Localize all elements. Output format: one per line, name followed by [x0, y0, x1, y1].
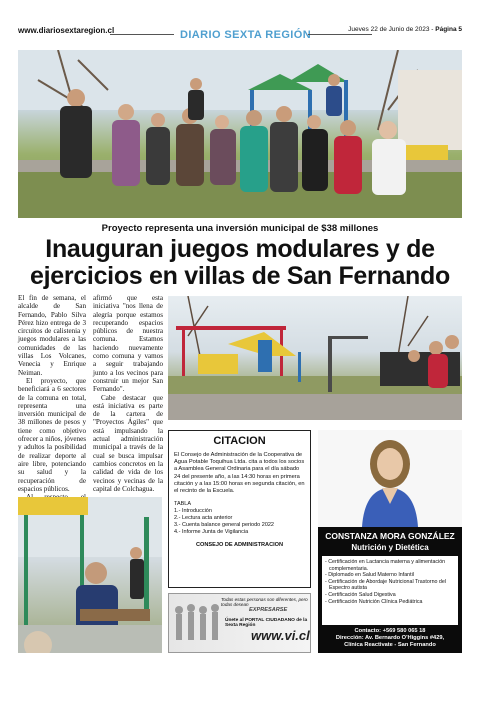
contact-info [318, 628, 462, 650]
ad-tagline: Todas estas personas son diferentes, pero todas desean [221, 597, 308, 607]
article-column-2 [93, 294, 163, 493]
agenda-item: 4.- Informe Junta de Vigilancia [174, 529, 249, 536]
site-url[interactable]: www.diariosextaregion.cl [18, 26, 115, 35]
mayor-speech-photo [18, 497, 162, 653]
contact-address: Dirección: Av. Bernardo O'Higgins #429, [335, 635, 445, 642]
citacion-signature: CONSEJO DE ADMINISTRACION [195, 542, 284, 549]
contact-phone[interactable]: Contacto: +569 580 065 18 [354, 628, 426, 634]
citacion-agenda [174, 501, 305, 536]
header-rule-left [110, 34, 174, 35]
group-photo-illustration [18, 50, 462, 218]
citacion-body: El Consejo de Administración de la Cooperativa de Agua Potable Toquihua Ltda. cita a todos los socios a Asamblea General Ordinaria para el día sábado 24 del presente año, a las 14:30 horas en primera citación y a las 15:00 horas en segunda citación, en el recinto de la Escuela. [174, 452, 305, 495]
agenda-item: 3.- Cuenta balance general periodo 2022 [174, 522, 274, 529]
agenda-item: 2.- Lectura acta anterior [174, 515, 233, 522]
certification-item: - Certificación Nutrición Clínica Pediátrica [325, 598, 423, 605]
portrait-illustration [318, 430, 462, 527]
article-column-1 [18, 294, 86, 518]
portal-ciudadano-ad[interactable] [168, 593, 311, 653]
header-rule-right [308, 34, 372, 35]
nutritionist-specialty: Nutrición y Dietética [351, 543, 429, 552]
citacion-notice [168, 430, 311, 588]
inauguration-group-photo [18, 50, 462, 218]
article-kicker: Proyecto representa una inversión municipal de $38 millones [101, 223, 379, 234]
nutritionist-ad [318, 430, 462, 653]
article-headline: Inauguran juegos modulares y de ejercicios en villas de San Fernando [30, 235, 450, 290]
nutritionist-portrait [318, 430, 462, 527]
mayor-photo-illustration [18, 497, 162, 653]
certification-item: - Certificación de Abordaje Nutricional Trastorno del Espectro autista [325, 578, 447, 592]
article-paragraph: Cabe destacar que está iniciativa es parte de la cartera de "Proyectos Ágiles" que está impulsando la actual administración municipal a través de la cual se busca impulsar cambios concretos en la calidad de vida de los vecinos y vecinas de la capital de Colchagua. [93, 393, 163, 493]
certification-item: - Certificación en Lactancia materna y alimentación complementaria. [325, 559, 446, 572]
citacion-title: CITACION [213, 435, 266, 447]
article-paragraph: El proyecto, que beneficiará a 6 sectores de la comuna en total, representa una inversión municipal de 38 millones de pesos y tiene como objetivo ofrecer a niños, jóvenes y adultos la posibilidad de realizar deporte al aire libre, potenciando su salud y la recuperación de espacios públicos. [18, 376, 86, 493]
issue-date: Jueves 22 de Junio de 2023 - [348, 26, 436, 33]
ad-expresarse: EXPRESARSE [249, 607, 288, 613]
newspaper-brand: DIARIO SEXTA REGIÓN [180, 29, 312, 41]
agenda-item: 1.- Introducción [174, 508, 212, 515]
dateline [348, 26, 462, 33]
ad-portal-invite: Únete al PORTAL CIUDADANO de la Sexta Región [225, 618, 308, 628]
contact-clinic: Clínica Reactivate - San Fernando [344, 642, 436, 649]
certification-item: - Diplomado en Salud Materno Infantil [325, 572, 414, 579]
certification-item: - Certificación Salud Digestiva [325, 591, 396, 598]
article-paragraph: afirmó que esta iniciativa "nos llena de alegría porque estamos recuperando espacios públicos de nuestra comuna. Estamos haciendo nuevamente como comuna y vamos a seguir trabajando junto a los vecinos para construir un mejor San Fernando". [93, 294, 163, 394]
article-paragraph: El fin de semana, el alcalde de San Fernando, Pablo Silva Pérez hizo entrega de 3 circuitos de calistenia y juegos modulares a las comunidades de las villas Los Volcanes, Venecia y Enrique Neiman. [18, 294, 86, 377]
certifications-list [322, 556, 458, 625]
playground-photo-illustration [168, 296, 462, 420]
nutritionist-name: CONSTANZA MORA GONZÁLEZ [325, 531, 455, 541]
page-header [18, 26, 462, 42]
page-number: Página 5 [435, 26, 462, 33]
agenda-label: TABLA [174, 501, 192, 508]
vi-logo: www.vi.cl [251, 628, 310, 643]
playground-photo [168, 296, 462, 420]
